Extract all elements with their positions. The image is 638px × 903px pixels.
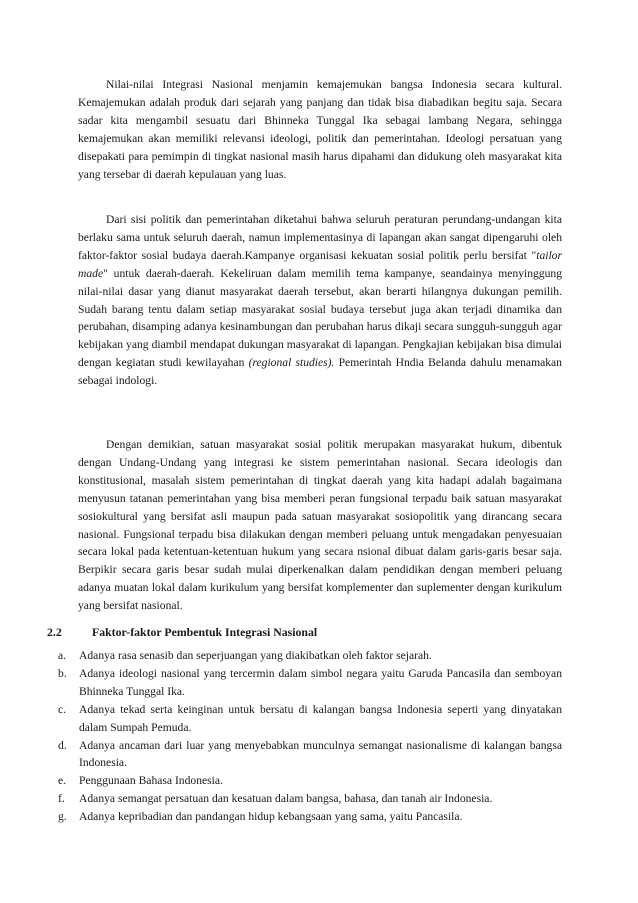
- paragraph-text: " untuk daerah-daerah. Kekeliruan dalam memilih tema kampanye, seandainya menyinggung nilai-nilai dasar yang dianut masyarakat daerah tersebut, akan berarti hilangnya dukungan pemilih. Sudah barang tentu dalam setiap masyarakat sosial budaya tersebut juga akan terjadi dinamika dan perubahan, disamping adanya kesinambungan dan perubahan harus dikaji secara sungguh-sungguh agar kebijakan yang diambil mendapat dukungan masyarakat di lapangan. Pengkajian kebijakan bisa dimulai dengan kegiatan studi kewilayahan: [78, 266, 562, 370]
- list-item: [58, 772, 562, 790]
- list-item-text: Adanya tekad serta keinginan untuk bersatu di kalangan bangsa Indonesia seperti yang dinyatakan dalam Sumpah Pemuda.: [79, 702, 562, 734]
- italic-term: tailor made: [78, 248, 562, 280]
- section-heading: [47, 624, 567, 642]
- paragraph-2: [78, 211, 562, 390]
- paragraph-text: Nilai-nilai Integrasi Nasional menjamin kemajemukan bangsa Indonesia secara kultural. Kemajemukan adalah produk dari sejarah yang panjang dan tidak bisa diabadikan begitu saja. Secara sadar kita mengambil sesuatu dari Bhinneka Tunggal Ika sebagai lambang Negara, sehingga kemajemukan akan memiliki relevansi ideologi, politik dan pemerintahan. Ideologi persatuan yang disepakati para pemimpin di tingkat nasional masih harus dipahami dan didukung oleh masyarakat kita yang tersebar di daerah kepulauan yang luas.: [78, 78, 562, 181]
- list-marker: f.: [58, 792, 65, 806]
- paragraph-text: Pemerintah Hndia Belanda dahulu menamakan sebagai indologi.: [78, 356, 562, 388]
- list-marker: b.: [58, 666, 67, 680]
- paragraph-text: Dari sisi politik dan pemerintahan diketahui bahwa seluruh peraturan perundang-undangan kita berlaku sama untuk seluruh daerah, namun implementasinya di lapangan akan sangat dipengaruhi oleh faktor-faktor sosial budaya daerah.Kampanye organisasi kekuatan sosial politik perlu bersifat ": [78, 213, 562, 262]
- paragraph-3: [78, 436, 562, 615]
- paragraph-1: [78, 76, 562, 183]
- list-marker: c.: [58, 702, 67, 716]
- list-item: [58, 647, 562, 665]
- factor-list: [58, 647, 562, 826]
- list-item: [58, 790, 562, 808]
- list-marker: g.: [58, 810, 67, 824]
- list-item-text: Adanya ancaman dari luar yang menyebabkan munculnya semangat nasionalisme di kalangan bangsa Indonesia.: [79, 738, 562, 770]
- list-item-text: Adanya rasa senasib dan seperjuangan yang diakibatkan oleh faktor sejarah.: [79, 649, 432, 662]
- list-item: [58, 808, 562, 826]
- section-number: 2.2: [47, 625, 62, 639]
- list-marker: a.: [58, 649, 67, 662]
- list-marker: d.: [58, 738, 67, 752]
- list-item: [58, 737, 562, 773]
- section-title: Faktor-faktor Pembentuk Integrasi Nasional: [92, 625, 318, 639]
- list-marker: e.: [58, 774, 67, 788]
- list-item: [58, 665, 562, 701]
- list-item-text: Adanya kepribadian dan pandangan hidup kebangsaan yang sama, yaitu Pancasila.: [79, 810, 463, 824]
- list-item-text: Penggunaan Bahasa Indonesia.: [79, 774, 223, 788]
- list-item-text: Adanya ideologi nasional yang tercermin dalam simbol negara yaitu Garuda Pancasila dan semboyan Bhinneka Tunggal Ika.: [79, 666, 562, 698]
- list-item: [58, 701, 562, 737]
- italic-term: (regional studies).: [248, 356, 335, 370]
- list-item-text: Adanya semangat persatuan dan kesatuan dalam bangsa, bahasa, dan tanah air Indonesia.: [79, 792, 493, 806]
- paragraph-text: Dengan demikian, satuan masyarakat sosial politik merupakan masyarakat hukum, dibentuk dengan Undang-Undang yang integrasi ke sistem pemerintahan nasional. Secara ideologis dan konstitusional, masalah sistem pemerintahan di tingkat daerah yang kita hadapi adalah bagaimana menyusun tatanan pemerintahan yang bisa memberi peran fungsional terpadu baik satuan masyarakat sosiokultural yang bersifat asli maupun pada satuan masyarakat sosiopolitik yang dirancang secara nasional. Fungsional terpadu bisa dilakukan dengan memberi peluang untuk mengadakan penyesuaian secara lokal pada ketentuan-ketentuan hukum yang secara nsional dibuat dalam garis-garis besar saja. Berpikir secara garis besar sudah mulai diperkenalkan dalam pendidikan dengan memberi peluang adanya muatan lokal dalam kurikulum yang bersifat komplementer dan suplementer dengan kurikulum yang bersifat nasional.: [78, 438, 562, 613]
